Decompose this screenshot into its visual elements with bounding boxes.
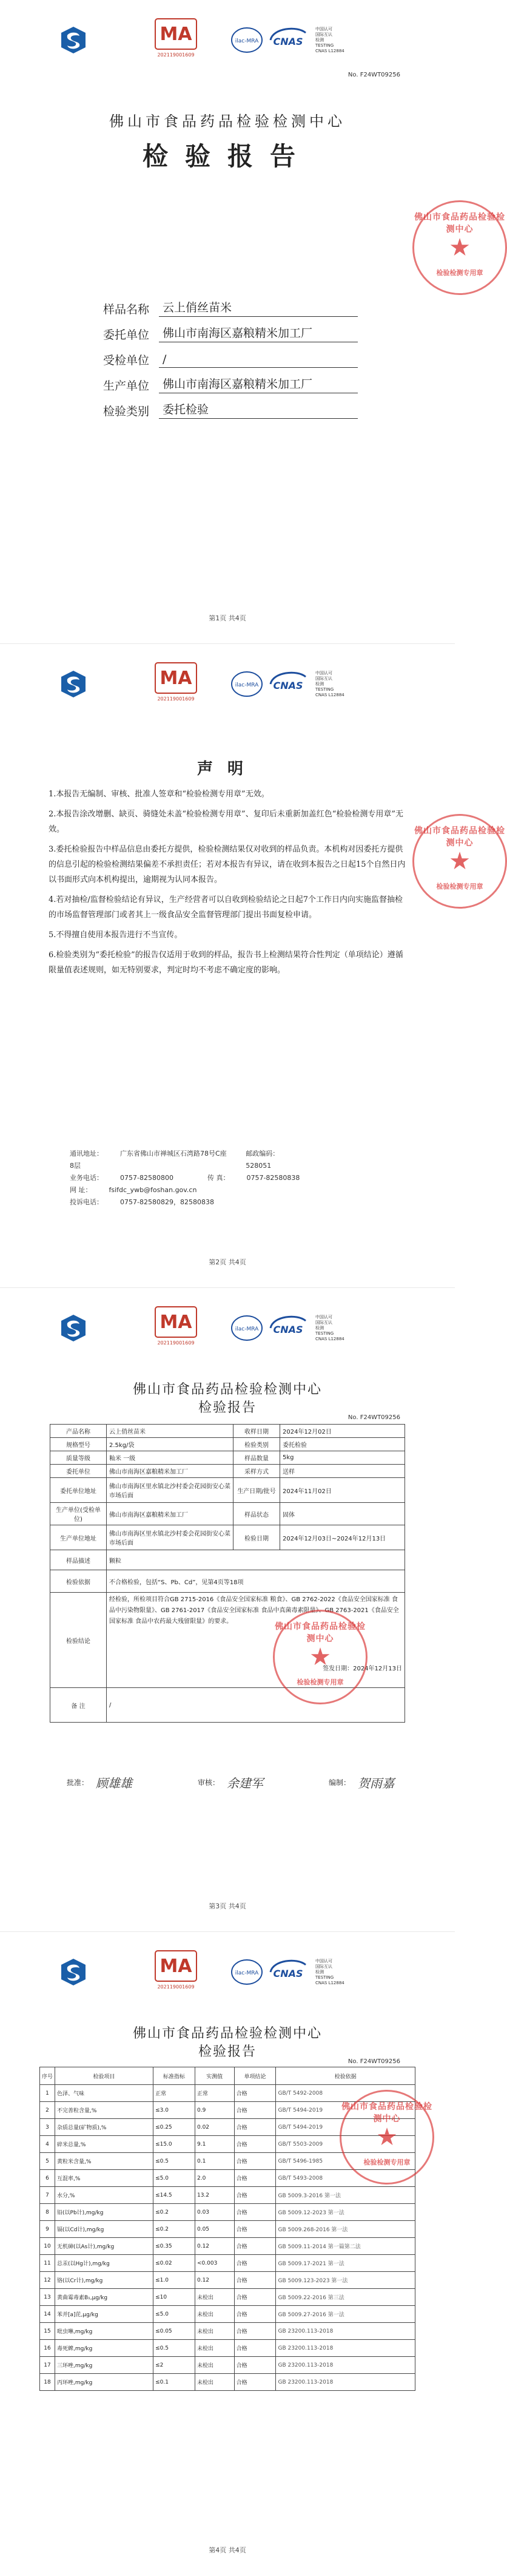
cnas-icon	[267, 1312, 309, 1344]
table-cell: 未检出	[195, 2357, 234, 2374]
table-cell: 合格	[234, 2323, 276, 2340]
table-cell: 毒死蜱,mg/kg	[55, 2340, 153, 2357]
cnas-side-text: 中国认可 国际互认 检测 TESTING CNAS L12884	[315, 27, 344, 53]
table-cell: 铅(以Pb计),mg/kg	[55, 2204, 153, 2221]
table-row	[40, 2221, 415, 2238]
field-producer: 生产单位 佛山市南海区嘉粮精米加工厂	[103, 368, 358, 393]
report-number: No. F24WT09256	[348, 1414, 400, 1421]
table-cell: 合格	[234, 2272, 276, 2289]
svg-text:MA: MA	[159, 668, 192, 689]
results-page	[0, 1932, 455, 2576]
official-seal: 佛山市食品药品检验检测中心 ★ 检验检测专用章	[273, 1610, 368, 1704]
phone: 0757-82580800	[120, 1174, 173, 1182]
table-cell: 色泽、气味	[55, 2085, 153, 2102]
report-info-page	[0, 1288, 455, 1931]
table-cell: GB 23200.113-2018	[276, 2374, 415, 2391]
table-cell: ≤5.0	[153, 2170, 195, 2187]
table-cell: 2.0	[195, 2170, 234, 2187]
table-cell: GB/T 5503-2009	[276, 2136, 415, 2153]
col-header: 单项结论	[234, 2067, 276, 2085]
declaration-list	[49, 787, 406, 983]
table-cell: ≤2	[153, 2357, 195, 2374]
table-cell: GB/T 5493-2008	[276, 2170, 415, 2187]
table-row: 检验结论 经检验，所检项目符合GB 2715-2016《食品安全国家标准 粮食》、GB 2762-2022《食品安全国家标准 食品中污染物限量》、GB 2761-2017《食品安全国家标准 食品中真菌毒素限量》、GB 2763-2021《食品安全国家标准 食品中农药最大残留限量》的要求。 签发日期：2024年12月13日	[50, 1593, 405, 1688]
table-cell: 13.2	[195, 2187, 234, 2204]
fax: 0757-82580838	[246, 1174, 300, 1182]
table-cell: GB 5009.22-2016 第三法	[276, 2289, 415, 2306]
table-cell: 合格	[234, 2085, 276, 2102]
col-header: 检验依据	[276, 2067, 415, 2085]
cma-logo	[149, 1950, 203, 1994]
table-cell: 未检出	[195, 2306, 234, 2323]
table-cell: 0.9	[195, 2102, 234, 2119]
svg-text:CNAS: CNAS	[273, 680, 303, 691]
table-row: 规格型号 2.5kg/袋 检验类别 委托检验	[50, 1438, 405, 1451]
table-cell: 镉(以Cd计),mg/kg	[55, 2221, 153, 2238]
table-cell: GB/T 5496-1985	[276, 2153, 415, 2170]
svg-text:MA: MA	[159, 1956, 192, 1977]
table-cell: ≤15.0	[153, 2136, 195, 2153]
table-cell: 2	[40, 2102, 55, 2119]
table-cell: 合格	[234, 2187, 276, 2204]
cnas-text: CNAS	[273, 36, 303, 47]
table-cell: 不完善粒含量,%	[55, 2102, 153, 2119]
table-cell: 吡虫啉,mg/kg	[55, 2323, 153, 2340]
report-title: 检验报告	[142, 141, 312, 171]
table-row	[40, 2255, 415, 2272]
table-cell: 0.12	[195, 2238, 234, 2255]
table-cell: 水分,%	[55, 2187, 153, 2204]
table-cell: 14	[40, 2306, 55, 2323]
table-cell: 18	[40, 2374, 55, 2391]
cma-logo	[149, 18, 203, 62]
svg-text:ilac-MRA: ilac-MRA	[235, 682, 259, 688]
ilac-text: ilac-MRA	[235, 38, 259, 44]
field-client: 委托单位 佛山市南海区嘉粮精米加工厂	[103, 317, 358, 342]
ma-number: 202119001609	[157, 1984, 195, 1990]
seal-star-icon: ★	[309, 1643, 331, 1671]
center-name: 佛山市食品药品检验检测中心	[132, 2026, 322, 2041]
table-cell: GB 23200.113-2018	[276, 2357, 415, 2374]
field-inspection-type: 检验类别 委托检验	[103, 393, 358, 419]
table-cell: ≤14.5	[153, 2187, 195, 2204]
table-row	[40, 2238, 415, 2255]
field-sample-name: 样品名称 云上俏丝苗米	[103, 291, 358, 317]
center-name: 佛山市食品药品检验检测中心	[109, 113, 346, 130]
table-cell: GB 5009.268-2016 第一法	[276, 2221, 415, 2238]
center-logo-icon	[58, 24, 89, 56]
cnas-icon	[267, 1956, 309, 1988]
declaration-item: 6.检验类别为“委托检验”的报告仅适用于收到的样品，报告书上检测结果符合性判定（单项结论）遵循限量值表述规则，如无特别要求，判定时均不考虑不确定度的影响。	[49, 951, 403, 975]
center-logo-icon	[58, 668, 89, 700]
table-cell: 8	[40, 2204, 55, 2221]
center-logo-icon	[58, 1312, 89, 1344]
table-cell: 合格	[234, 2357, 276, 2374]
table-cell: 碎米总量,%	[55, 2136, 153, 2153]
table-cell: ≤0.25	[153, 2119, 195, 2136]
table-cell: 合格	[234, 2374, 276, 2391]
table-cell: 合格	[234, 2238, 276, 2255]
declaration-title: 声明	[196, 760, 258, 778]
ilac-mra-icon	[230, 25, 263, 55]
report-subtitle: 检验报告	[198, 2044, 257, 2059]
official-seal: 佛山市食品药品检验检测中心 ★ 检验检测专用章	[340, 2090, 434, 2185]
report-subtitle: 检验报告	[198, 1400, 257, 1415]
cnas-icon	[267, 24, 309, 56]
table-cell: 正常	[195, 2085, 234, 2102]
table-cell: 7	[40, 2187, 55, 2204]
table-cell: 0.05	[195, 2221, 234, 2238]
table-cell: 未检出	[195, 2374, 234, 2391]
declaration-item: 2.本报告涂改增删、缺页、骑缝处未盖“检验检测专用章”、复印后未重新加盖红色“检验检测专用章”无效。	[49, 810, 403, 834]
signature-row	[67, 1774, 394, 1791]
center-logo-icon	[58, 1956, 89, 1988]
contact-info: 通讯地址： 广东省佛山市禅城区石湾路78号C座8层 邮政编码：528051 业务电话： 0757-82580800 传 真： 0757-82580838 网 址： fsifdc_ywb@foshan.gov.cn 投诉电话： 0757-82580829，82580838	[70, 1150, 300, 1206]
field-inspected-unit: 受检单位 /	[103, 342, 358, 368]
center-name: 佛山市食品药品检验检测中心	[132, 1382, 322, 1397]
cma-logo	[149, 662, 203, 706]
col-header: 序号	[40, 2067, 55, 2085]
table-cell: 合格	[234, 2221, 276, 2238]
table-cell: 苯并[a]芘,μg/kg	[55, 2306, 153, 2323]
table-row	[40, 2289, 415, 2306]
table-header-row	[40, 2067, 415, 2085]
table-cell: GB/T 5492-2008	[276, 2085, 415, 2102]
seal-star-icon: ★	[449, 847, 471, 875]
table-cell: 互混率,%	[55, 2170, 153, 2187]
table-row	[40, 2204, 415, 2221]
table-row	[40, 2187, 415, 2204]
table-cell: 未检出	[195, 2323, 234, 2340]
page-footer: 第3页 共4页	[209, 1902, 246, 1910]
table-cell: 合格	[234, 2119, 276, 2136]
table-row: 质量等级 籼米 一级 样品数量 5kg	[50, 1451, 405, 1465]
email-link[interactable]: fsifdc_ywb@foshan.gov.cn	[109, 1186, 197, 1194]
cma-logo	[149, 1306, 203, 1350]
cnas-side-text: 中国认可 国际互认 检测 TESTING CNAS L12884	[315, 1315, 344, 1341]
cma-icon	[155, 662, 197, 694]
table-cell: GB 5009.123-2023 第一法	[276, 2272, 415, 2289]
table-cell: 13	[40, 2289, 55, 2306]
table-cell: 0.03	[195, 2204, 234, 2221]
svg-text:CNAS: CNAS	[273, 1968, 303, 1979]
reviewer-signature: 审核： 余建军	[197, 1776, 263, 1791]
declaration-item: 3.委托检验报告中样品信息由委托方提供，检验检测结果仅对收到的样品负责。本机构对因委托方提供的信息引起的检验检测结果偏差不承担责任；若对本报告有异议，请在收到本报告之日起15个自然日内以书面形式向本机构提出，逾期视为认同本报告。	[49, 845, 406, 884]
table-cell: ≤0.05	[153, 2323, 195, 2340]
declaration-item: 1.本报告无编制、审核、批准人签章和“检验检测专用章”无效。	[49, 790, 269, 799]
table-cell: 合格	[234, 2255, 276, 2272]
header-logos	[0, 1950, 455, 1999]
table-cell: 丙环唑,mg/kg	[55, 2374, 153, 2391]
table-cell: 正常	[153, 2085, 195, 2102]
table-cell: 15	[40, 2323, 55, 2340]
table-cell: 9	[40, 2221, 55, 2238]
table-cell: 6	[40, 2170, 55, 2187]
declaration-page	[0, 644, 505, 1287]
table-cell: 合格	[234, 2170, 276, 2187]
svg-text:ilac-MRA: ilac-MRA	[235, 1970, 259, 1976]
table-cell: 合格	[234, 2153, 276, 2170]
complaint-phone: 0757-82580829，82580838	[120, 1198, 214, 1206]
conclusion-text: 经检验，所检项目符合GB 2715-2016《食品安全国家标准 粮食》、GB 2762-2022《食品安全国家标准 食品中污染物限量》、GB 2761-2017《食品安全国家标准 食品中真菌毒素限量》、GB 2763-2021《食品安全国家标准 食品中农药最大残留限量》的要求。	[109, 1596, 399, 1625]
svg-text:ilac-MRA: ilac-MRA	[235, 1326, 259, 1332]
zip-code: 528051	[246, 1162, 272, 1170]
table-cell: GB/T 5494-2019	[276, 2102, 415, 2119]
table-cell: ≤1.0	[153, 2272, 195, 2289]
table-row: 生产单位地址 佛山市南海区里水镇北沙村委会花园街安心菜市场后面 检验日期 2024年12月03日~2024年12月13日	[50, 1525, 405, 1550]
cnas-side-text: 中国认可 国际互认 检测 TESTING CNAS L12884	[315, 1959, 344, 1985]
table-row	[40, 2306, 415, 2323]
table-cell: ≤10	[153, 2289, 195, 2306]
table-cell: ≤3.0	[153, 2102, 195, 2119]
page-footer: 第2页 共4页	[209, 1258, 246, 1266]
table-row: 备 注 /	[50, 1688, 405, 1723]
table-cell: 合格	[234, 2204, 276, 2221]
table-cell: GB 23200.113-2018	[276, 2323, 415, 2340]
official-seal: 佛山市食品药品检验检测中心 ★ 检验检测专用章	[412, 200, 507, 295]
table-cell: 合格	[234, 2136, 276, 2153]
table-cell: 合格	[234, 2102, 276, 2119]
table-cell: 16	[40, 2340, 55, 2357]
header-logos	[0, 18, 455, 67]
table-cell: ≤0.2	[153, 2204, 195, 2221]
ma-number: 202119001609	[157, 696, 195, 702]
table-cell: 9.1	[195, 2136, 234, 2153]
table-row	[40, 2323, 415, 2340]
declaration-item: 5.不得擅自使用本报告进行不当宣传。	[49, 930, 183, 940]
ma-number: 202119001609	[157, 52, 195, 58]
table-cell: 12	[40, 2272, 55, 2289]
table-row: 委托单位地址 佛山市南海区里水镇北沙村委会花园街安心菜市场后面 生产日期/批号 2024年11月02日	[50, 1478, 405, 1503]
table-cell: 无机砷(以As计),mg/kg	[55, 2238, 153, 2255]
table-row	[40, 2374, 415, 2391]
ilac-mra-icon	[230, 669, 263, 699]
header-logos	[0, 1306, 455, 1355]
sign-date: 签发日期：2024年12月13日	[323, 1666, 402, 1672]
svg-text:MA: MA	[159, 1312, 192, 1333]
cnas-side-text: 中国认可 国际互认 检测 TESTING CNAS L12884	[315, 671, 344, 697]
report-cover-page	[0, 0, 505, 643]
table-cell: 5	[40, 2153, 55, 2170]
page-footer: 第4页 共4页	[209, 2546, 246, 2554]
table-cell: 三环唑,mg/kg	[55, 2357, 153, 2374]
table-cell: 未检出	[195, 2289, 234, 2306]
cnas-icon	[267, 668, 309, 700]
table-cell: GB/T 5494-2019	[276, 2119, 415, 2136]
declaration-item: 4.若对抽检/监督检验结论有异议，生产经营者可以自收到检验结论之日起7个工作日内向实施监督抽检的市场监督管理部门或者其上一级食品安全监督管理部门提出书面复检申请。	[49, 895, 403, 920]
report-number: No. F24WT09256	[348, 72, 400, 78]
table-cell: 4	[40, 2136, 55, 2153]
ilac-mra-icon	[230, 1313, 263, 1343]
table-cell: ≤0.2	[153, 2221, 195, 2238]
table-cell: 17	[40, 2357, 55, 2374]
table-row	[40, 2340, 415, 2357]
table-row: 产品名称 云上俏丝苗米 收样日期 2024年12月02日	[50, 1425, 405, 1438]
table-cell: <0.003	[195, 2255, 234, 2272]
page-footer: 第1页 共4页	[209, 614, 246, 622]
table-cell: 3	[40, 2119, 55, 2136]
cover-info-fields	[103, 291, 358, 419]
cma-icon	[155, 1950, 197, 1982]
table-cell: 黄粒米含量,%	[55, 2153, 153, 2170]
table-cell: ≤0.5	[153, 2340, 195, 2357]
table-cell: 0.1	[195, 2153, 234, 2170]
table-row: 检验依据 不合格检验，包括“S、Pb、Cd”，见第4页等18项	[50, 1570, 405, 1593]
table-cell: ≤0.5	[153, 2153, 195, 2170]
table-cell: ≤5.0	[153, 2306, 195, 2323]
table-cell: GB 23200.113-2018	[276, 2340, 415, 2357]
table-cell: ≤0.35	[153, 2238, 195, 2255]
table-cell: 杂质总量(矿物质),%	[55, 2119, 153, 2136]
table-cell: 0.02	[195, 2119, 234, 2136]
table-row	[40, 2357, 415, 2374]
table-cell: 合格	[234, 2289, 276, 2306]
table-cell: GB 5009.12-2023 第一法	[276, 2204, 415, 2221]
cma-icon	[155, 18, 197, 50]
report-number: No. F24WT09256	[348, 2058, 400, 2065]
table-cell: 未检出	[195, 2340, 234, 2357]
table-cell: 合格	[234, 2306, 276, 2323]
preparer-signature: 编制： 贺雨嘉	[328, 1776, 394, 1791]
table-row: 样品描述 颗粒	[50, 1550, 405, 1570]
table-cell: 11	[40, 2255, 55, 2272]
ilac-mra-icon	[230, 1957, 263, 1987]
table-cell: ≤0.02	[153, 2255, 195, 2272]
table-cell: ≤0.1	[153, 2374, 195, 2391]
table-row: 委托单位 佛山市南海区嘉粮精米加工厂 采样方式 送样	[50, 1465, 405, 1478]
seal-star-icon: ★	[449, 234, 471, 262]
table-row	[40, 2272, 415, 2289]
approver-signature: 批准： 顾雄雄	[67, 1776, 133, 1791]
table-cell: 合格	[234, 2340, 276, 2357]
seal-star-icon: ★	[376, 2123, 398, 2151]
address: 广东省佛山市禅城区石湾路78号C座8层	[70, 1150, 227, 1170]
table-cell: GB 5009.27-2016 第一法	[276, 2306, 415, 2323]
svg-text:CNAS: CNAS	[273, 1324, 303, 1335]
cma-icon	[155, 1306, 197, 1338]
table-cell: 黄曲霉毒素B₁,μg/kg	[55, 2289, 153, 2306]
col-header: 检验项目	[55, 2067, 153, 2085]
table-cell: GB 5009.3-2016 第一法	[276, 2187, 415, 2204]
table-cell: GB 5009.17-2021 第一法	[276, 2255, 415, 2272]
table-row: 生产单位(受检单位) 佛山市南海区嘉粮精米加工厂 样品状态 固体	[50, 1503, 405, 1525]
table-cell: GB 5009.11-2014 第一篇第二法	[276, 2238, 415, 2255]
table-cell: 1	[40, 2085, 55, 2102]
ma-number: 202119001609	[157, 1340, 195, 1346]
official-seal: 佛山市食品药品检验检测中心 ★ 检验检测专用章	[412, 814, 507, 909]
col-header: 标准指标	[153, 2067, 195, 2085]
table-cell: 总汞(以Hg计),mg/kg	[55, 2255, 153, 2272]
header-logos	[0, 662, 455, 711]
table-cell: 10	[40, 2238, 55, 2255]
table-cell: 0.12	[195, 2272, 234, 2289]
ma-text: MA	[159, 24, 192, 45]
table-cell: 铬(以Cr计),mg/kg	[55, 2272, 153, 2289]
col-header: 实测值	[195, 2067, 234, 2085]
